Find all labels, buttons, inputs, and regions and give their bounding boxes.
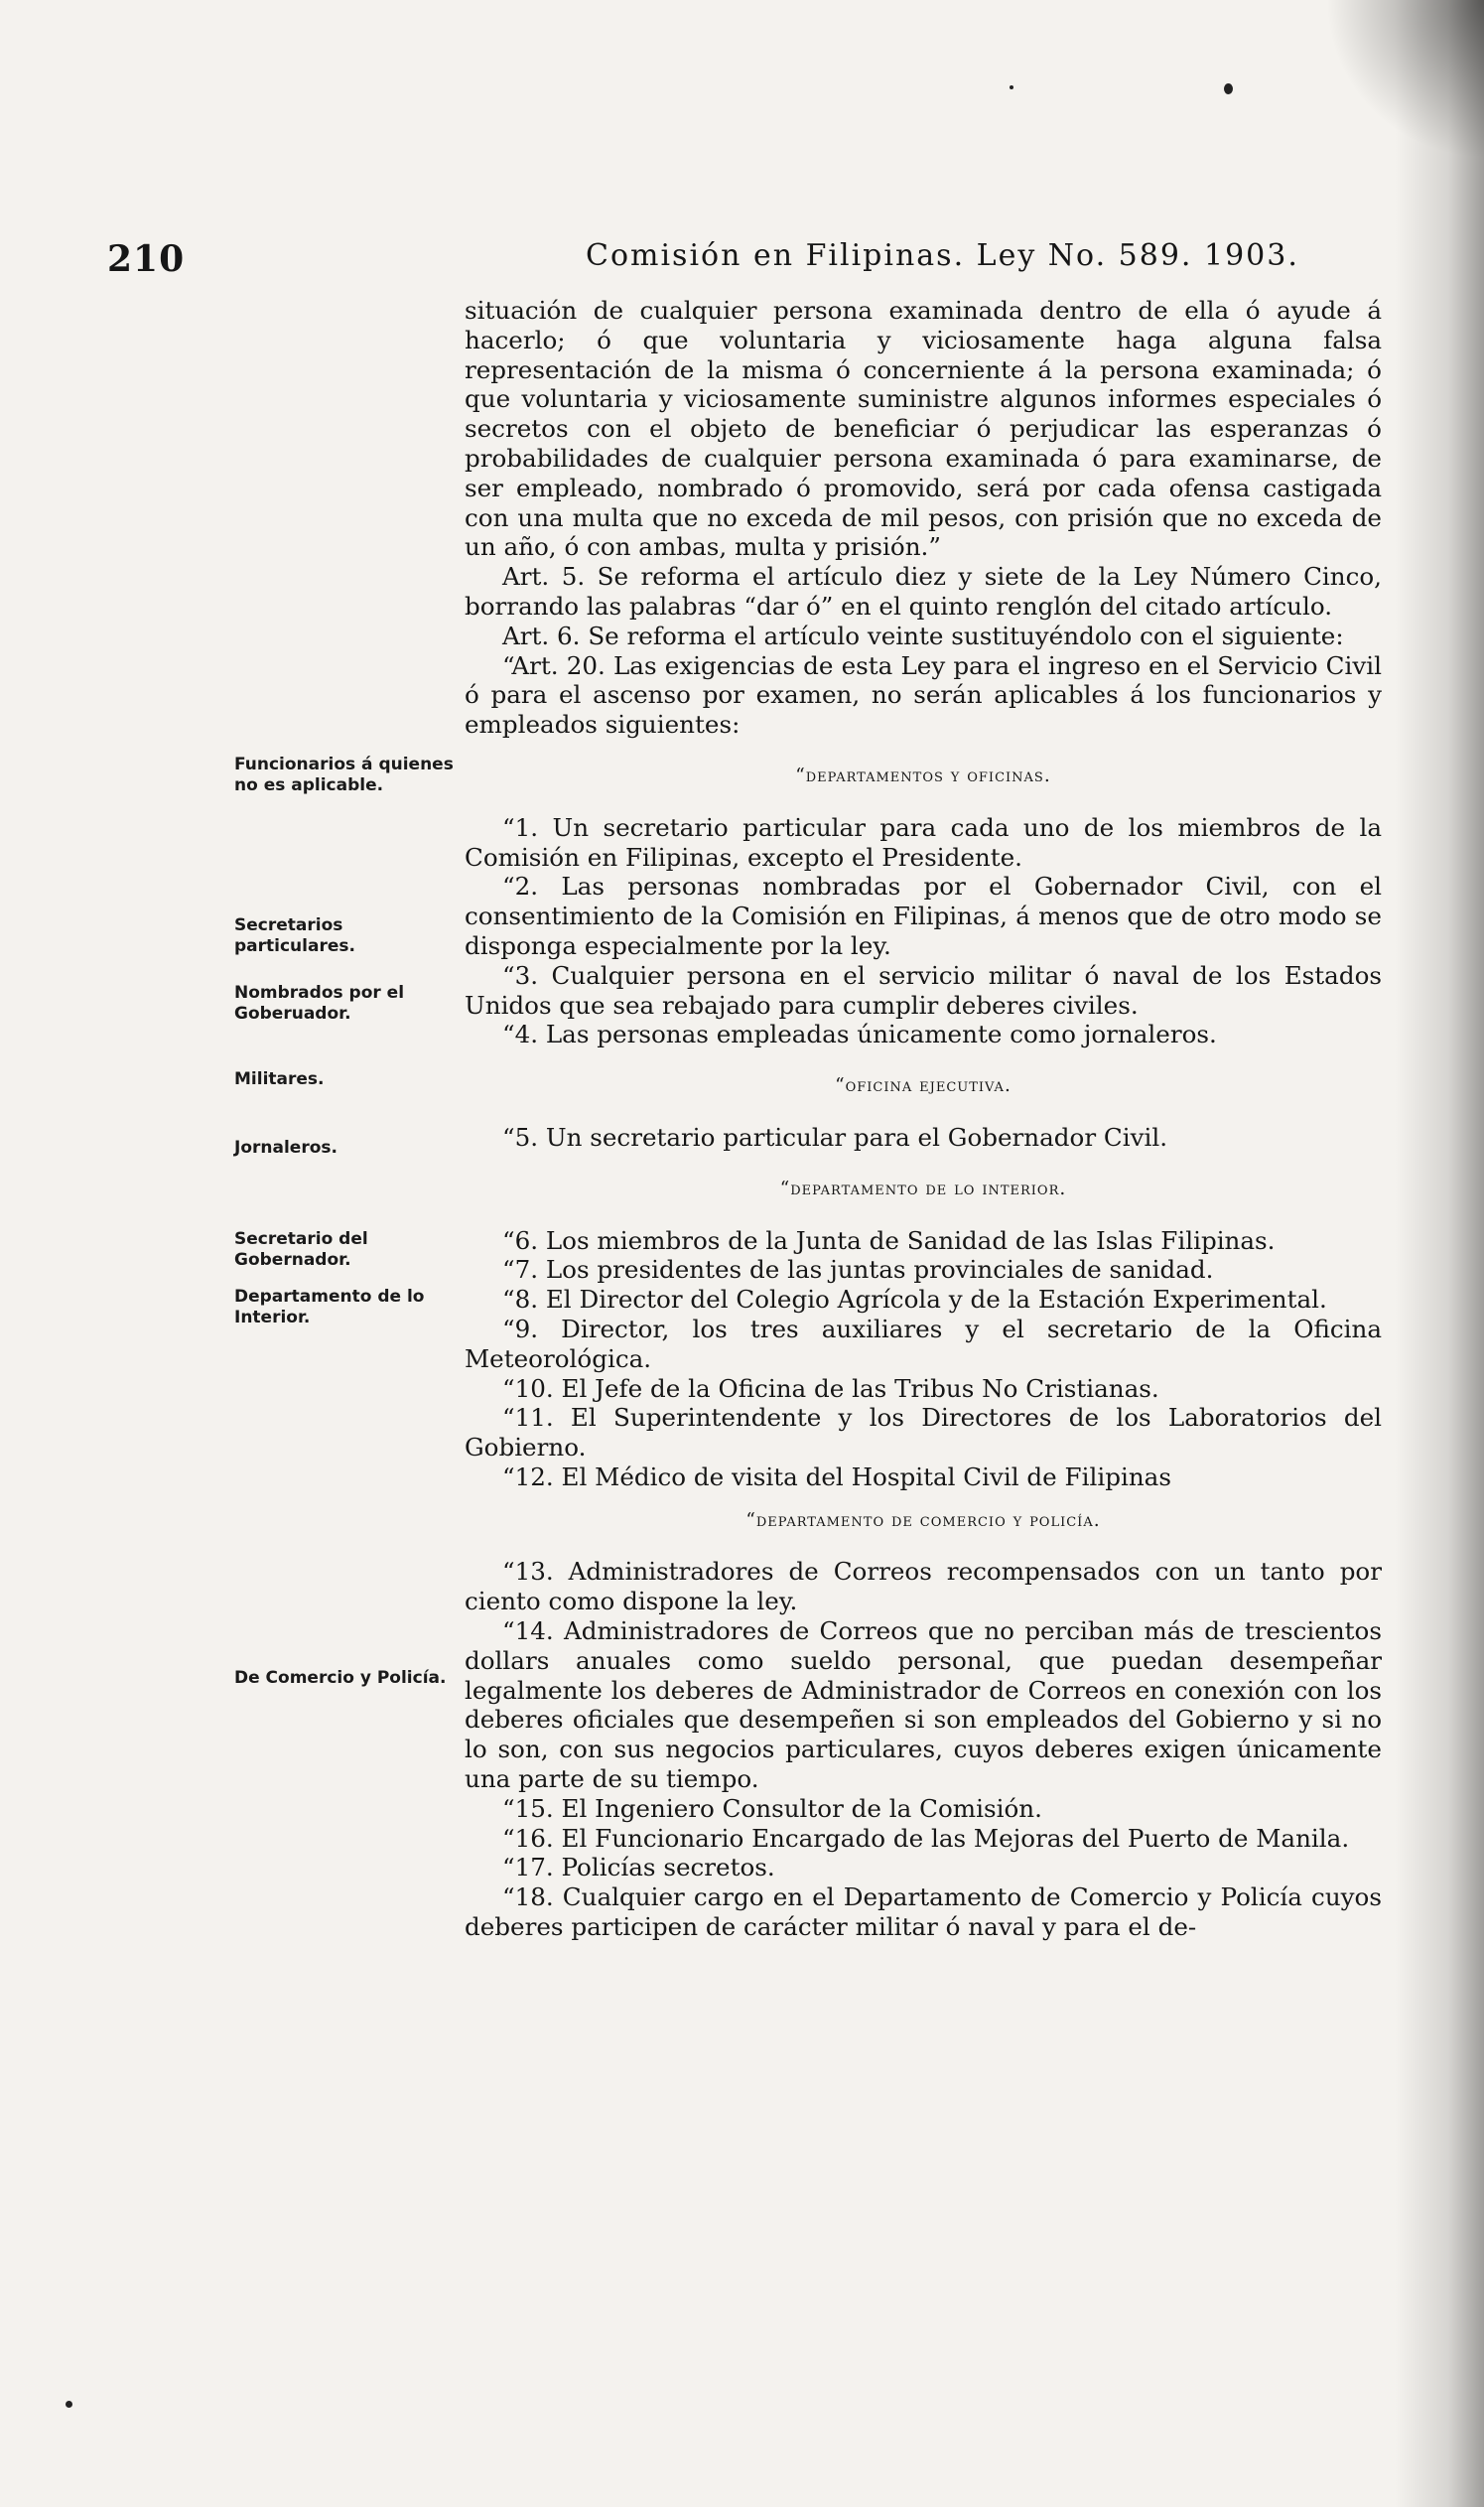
scan-speck (66, 2401, 72, 2408)
paragraph-continuation: situación de cualquier persona examinada dentro de ella ó ayude á hacerlo; ó que voluntaria y viciosamente haga alguna falsa representación de la misma ó concerniente á la persona examinada; ó que voluntaria y viciosamente suministre algunos informes especiales ó secretos con el objeto de beneficiar ó perjudicar las esperanzas ó probabilidades de cualquier persona examinada ó para examinarse, de ser empleado, nombrado ó promovido, será por cada ofensa castigada con una multa que no exceda de mil pesos, con prisión que no exceda de un año, ó con ambas, multa y prisión.” (465, 296, 1382, 562)
section-heading: “oficina ejecutiva. (835, 1075, 1012, 1097)
running-head: Comisión en Filipinas. Ley No. 589. 1903. (586, 238, 1299, 273)
list-item: “11. El Superintendente y los Directores de los Laboratorios del Gobierno. (465, 1403, 1382, 1462)
margin-note-comercio: De Comercio y Policía. (234, 1668, 447, 1688)
scan-edge-shadow (1395, 0, 1484, 2507)
list-item: “10. El Jefe de la Oficina de las Tribus No Cristianas. (502, 1373, 1159, 1403)
list-item: “12. El Médico de visita del Hospital Civil de Filipinas (502, 1462, 1171, 1491)
margin-note-secretarios: Secretarios particulares. (234, 915, 355, 956)
margin-note-militares: Militares. (234, 1069, 325, 1089)
scan-corner-shadow (1325, 0, 1484, 159)
section-heading: “departamentos y oficinas. (795, 765, 1051, 786)
body-text (465, 296, 1382, 1942)
paragraph-art5: Art. 5. Se reforma el artículo diez y siete de la Ley Número Cinco, borrando las palabras “dar ó” en el quinto renglón del citado artículo. (465, 562, 1382, 621)
list-item: “9. Director, los tres auxiliares y el secretario de la Oficina Meteorológica. (465, 1314, 1382, 1373)
list-item: “8. El Director del Colegio Agrícola y de la Estación Experimental. (502, 1285, 1327, 1315)
list-item: “16. El Funcionario Encargado de las Mejoras del Puerto de Manila. (502, 1823, 1350, 1853)
list-item: “1. Un secretario particular para cada uno de los miembros de la Comisión en Filipinas, excepto el Presidente. (465, 812, 1382, 872)
page-number: 210 (107, 238, 186, 280)
list-item: “18. Cualquier cargo en el Departamento de Comercio y Policía cuyos deberes participen de carácter militar ó naval y para el de- (465, 1882, 1382, 1942)
scan-speck (1010, 85, 1013, 89)
list-item: “14. Administradores de Correos que no perciban más de trescientos dollars anuales como sueldo personal, que puedan desempeñar legalmente los deberes de Administrador de Correos en conexión con los deberes oficiales que desempeñen si son empleados del Gobierno y si no lo son, con sus negocios particulares, cuyos deberes exigen únicamente una parte de su tiempo. (465, 1616, 1382, 1794)
list-item: “15. El Ingeniero Consultor de la Comisión. (502, 1793, 1042, 1823)
list-item: “3. Cualquier persona en el servicio militar ó naval de los Estados Unidos que sea rebajado para cumplir deberes civiles. (465, 960, 1382, 1020)
list-item: “7. Los presidentes de las juntas provinciales de sanidad. (502, 1255, 1214, 1285)
paragraph-art6: Art. 6. Se reforma el artículo veinte sustituyéndolo con el siguiente: (502, 621, 1344, 650)
list-item: “13. Administradores de Correos recompensados con un tanto por ciento como dispone la ley. (465, 1557, 1382, 1616)
margin-note-secretario-gobernador: Secretario del Gobernador. (234, 1229, 368, 1270)
margin-note-nombrados: Nombrados por el Goberuador. (234, 983, 405, 1024)
paragraph-art20: “Art. 20. Las exigencias de esta Ley para el ingreso en el Servicio Civil ó para el ascenso por examen, no serán aplicables á los funcionarios y empleados siguientes: (465, 650, 1382, 740)
list-item: “4. Las personas empleadas únicamente como jornaleros. (502, 1020, 1217, 1049)
list-item: “5. Un secretario particular para el Gobernador Civil. (502, 1122, 1168, 1152)
list-item: “6. Los miembros de la Junta de Sanidad de las Islas Filipinas. (502, 1225, 1276, 1255)
margin-note-interior: Departamento de lo Interior. (234, 1287, 425, 1327)
section-heading: “departamento de comercio y policía. (745, 1509, 1101, 1531)
list-item: “2. Las personas nombradas por el Gobernador Civil, con el consentimiento de la Comisión en Filipinas, á menos que de otro modo se disponga especialmente por la ley. (465, 872, 1382, 960)
margin-note-jornaleros: Jornaleros. (234, 1138, 337, 1158)
scan-speck (1224, 83, 1233, 94)
list-item: “17. Policías secretos. (502, 1853, 775, 1882)
margin-note-funcionarios: Funcionarios á quienes no es aplicable. (234, 755, 454, 795)
section-heading: “departamento de lo interior. (779, 1178, 1067, 1199)
